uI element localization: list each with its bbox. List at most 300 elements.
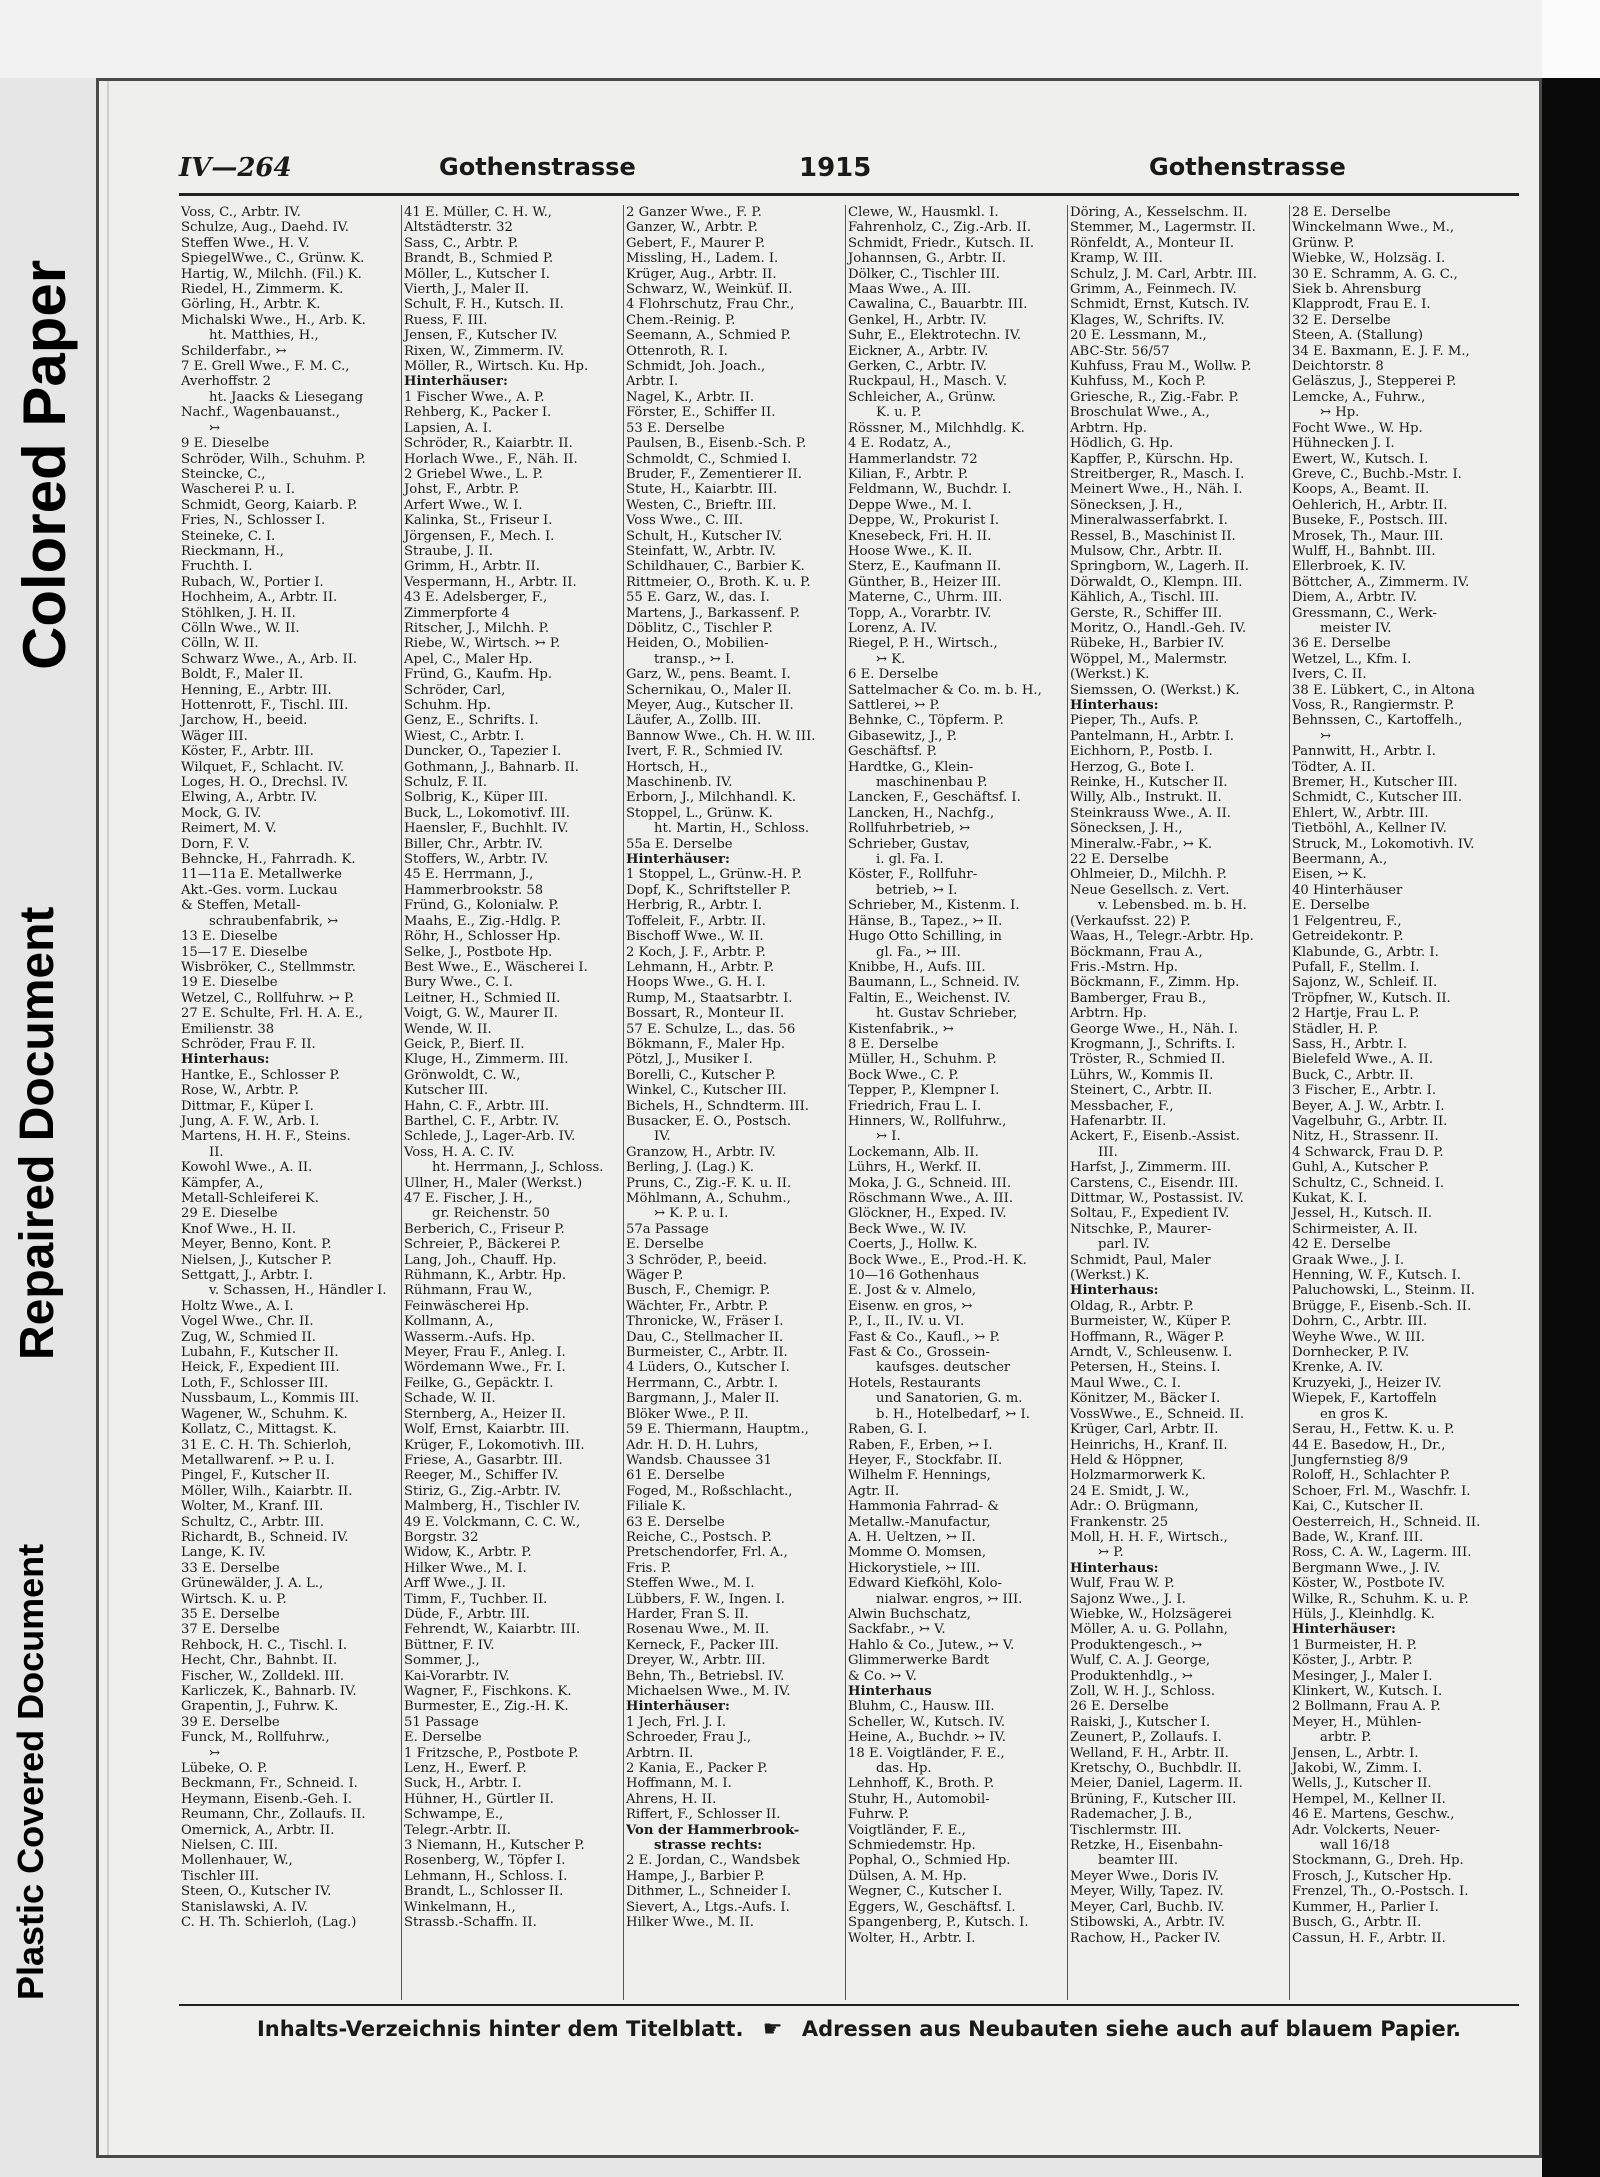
directory-entry: Schmidt, Paul, Maler <box>1070 1252 1211 1268</box>
directory-entry: Adr. Volckerts, Neuer- <box>1292 1822 1441 1838</box>
directory-entry: Lehnhoff, K., Broth. P. <box>848 1776 995 1792</box>
directory-entry: Selke, J., Postbote Hp. <box>404 944 553 960</box>
directory-entry: Schulze, Aug., Daehd. IV. <box>181 220 349 236</box>
directory-entry: Pannwitt, H., Arbtr. I. <box>1292 744 1436 760</box>
directory-entry: Carstens, C., Eisendr. III. <box>1070 1175 1239 1191</box>
directory-entry: Beermann, A., <box>1292 852 1388 868</box>
directory-entry: Hinners, W., Rollfuhrw., <box>848 1113 1007 1129</box>
directory-entry: Johannsen, G., Arbtr. II. <box>848 251 1007 267</box>
directory-entry: Schwarz Wwe., A., Arb. II. <box>181 651 358 667</box>
directory-entry: IV. <box>654 1129 671 1145</box>
directory-entry: Dittmar, W., Postassist. IV. <box>1070 1191 1244 1206</box>
directory-entry: Fuhrw. P. <box>848 1807 909 1823</box>
directory-entry: Schultz, C., Schneid. I. <box>1292 1175 1445 1191</box>
directory-entry: Riegel, P. H., Wirtsch., <box>848 636 998 652</box>
directory-entry: Rosenberg, W., Töpfer I. <box>404 1853 566 1869</box>
directory-entry: Rachow, H., Packer IV. <box>1070 1930 1221 1946</box>
directory-entry: Busch, F., Chemigr. P. <box>626 1283 771 1299</box>
directory-entry: Grünewälder, J. A. L., <box>181 1576 324 1592</box>
directory-entry: Mrosek, Th., Maur. III. <box>1292 528 1444 544</box>
directory-entry: 20 E. Lessmann, M., <box>1070 328 1207 344</box>
directory-entry: 29 E. Dieselbe <box>181 1206 278 1222</box>
directory-entry: Omernick, A., Arbtr. II. <box>181 1822 335 1838</box>
directory-entry: Raiski, J., Kutscher I. <box>1070 1714 1211 1730</box>
directory-entry: Läufer, A., Zollb. III. <box>626 713 762 729</box>
directory-entry: Krüger, F., Lokomotivh. III. <box>404 1437 585 1453</box>
directory-entry: Fehrendt, W., Kaiarbtr. III. <box>404 1622 581 1638</box>
directory-entry: 39 E. Derselbe <box>181 1714 280 1730</box>
directory-entry: ht. Matthies, H., <box>209 328 319 344</box>
directory-entry: Biller, Chr., Arbtr. IV. <box>404 836 543 852</box>
directory-entry: Hoffmann, M. I. <box>626 1776 732 1792</box>
directory-entry: Buseke, F., Postsch. III. <box>1292 513 1448 529</box>
directory-entry: P., I., II., IV. u. VI. <box>848 1314 965 1330</box>
directory-entry: Glöckner, H., Exped. IV. <box>848 1206 1007 1222</box>
directory-entry: Wördemann Wwe., Fr. I. <box>404 1360 566 1376</box>
directory-entry: Pantelmann, H., Arbtr. I. <box>1070 728 1234 744</box>
side-label-plastic-covered: Plastic Covered Document <box>10 1543 51 2000</box>
directory-entry: Jung, A. F. W., Arb. I. <box>181 1113 320 1129</box>
directory-entry: Wiebke, W., Holzsägerei <box>1070 1606 1232 1622</box>
directory-entry: Gerken, C., Arbtr. IV. <box>848 359 987 375</box>
directory-entry: Struck, M., Lokomotivh. IV. <box>1292 836 1475 852</box>
directory-entry: Schröder, Carl, <box>404 682 506 698</box>
directory-entry: Averhoffstr. 2 <box>181 374 272 390</box>
directory-entry: Metallwarenf. ↣ P. u. I. <box>181 1452 335 1468</box>
directory-entry: Steinfatt, W., Arbtr. IV. <box>626 543 776 559</box>
directory-entry: Welland, F. H., Arbtr. II. <box>1070 1745 1229 1761</box>
directory-entry: Adr. H. D. H. Luhrs, <box>626 1437 759 1453</box>
directory-entry: Holzmarmorwerk K. <box>1070 1468 1206 1484</box>
directory-entry: Raben, F., Erben, ↣ I. <box>848 1437 993 1453</box>
directory-entry: Buck, L., Lokomotivf. III. <box>404 805 570 821</box>
directory-entry: Röhr, H., Schlosser Hp. <box>404 929 561 945</box>
directory-entry: Tröster, R., Schmied II. <box>1070 1052 1226 1068</box>
directory-entry: 22 E. Derselbe <box>1070 852 1169 868</box>
directory-entry: 13 E. Dieselbe <box>181 929 278 945</box>
directory-entry: Rönfeldt, A., Monteur II. <box>1070 235 1235 251</box>
directory-entry: Nitschke, P., Maurer- <box>1070 1221 1212 1237</box>
directory-entry: Rixen, W., Zimmerm. IV. <box>404 343 565 359</box>
directory-entry: Heinrichs, H., Kranf. II. <box>1070 1437 1228 1453</box>
directory-entry: Lorenz, A. IV. <box>848 620 938 636</box>
directory-entry: Fründ, G., Kolonialw. P. <box>404 898 559 914</box>
directory-entry: Fahrenholz, C., Zig.-Arb. II. <box>848 220 1032 236</box>
directory-entry: Dithmer, L., Schneider I. <box>626 1884 792 1900</box>
directory-entry: Lübbers, F. W., Ingen. I. <box>626 1591 785 1607</box>
directory-entry: ↣ <box>1320 728 1332 744</box>
directory-entry: Hoose Wwe., K. II. <box>848 543 973 559</box>
directory-entry: Schade, W. II. <box>404 1391 496 1407</box>
directory-entry: Hantke, E., Schlosser P. <box>181 1067 340 1083</box>
directory-entry: Kukat, K. I. <box>1292 1191 1368 1206</box>
directory-entry: Tietböhl, A., Kellner IV. <box>1292 821 1447 837</box>
directory-entry: Busacker, E. O., Postsch. <box>626 1113 792 1129</box>
directory-entry: Emilienstr. 38 <box>181 1021 275 1037</box>
directory-entry: Guhl, A., Kutscher P. <box>1292 1160 1429 1176</box>
directory-entry: Ellerbroek, K. IV. <box>1292 559 1406 575</box>
directory-entry: parl. IV. <box>1098 1237 1150 1253</box>
directory-entry: gr. Reichenstr. 50 <box>432 1206 550 1222</box>
directory-entry: Böckmann, Frau A., <box>1070 944 1203 960</box>
directory-entry: Ewert, W., Kutsch. I. <box>1292 451 1429 467</box>
directory-entry: Dopf, K., Schriftsteller P. <box>626 882 791 898</box>
directory-entry: E. Derselbe <box>404 1730 482 1746</box>
directory-entry: Weyhe Wwe., W. III. <box>1292 1329 1425 1345</box>
directory-entry: SpiegelWwe., C., Grünw. K. <box>181 251 365 267</box>
directory-entry: Köster, F., Rollfuhr- <box>848 867 978 883</box>
directory-entry: 41 E. Müller, C. H. W., <box>404 205 552 220</box>
directory-entry: Eisenw. en gros, ↣ <box>848 1298 973 1314</box>
scanner-edge <box>1542 0 1600 2177</box>
directory-entry: Dreyer, W., Arbtr. III. <box>626 1653 766 1669</box>
directory-entry: Stuhr, H., Automobil- <box>848 1791 990 1807</box>
directory-entry: Hödlich, G. Hp. <box>1070 436 1174 452</box>
directory-entry: Momme O. Momsen, <box>848 1545 987 1561</box>
directory-entry: Schulz, F. II. <box>404 775 488 791</box>
directory-entry: Herzog, G., Bote I. <box>1070 759 1195 775</box>
directory-entry: Cölln Wwe., W. II. <box>181 620 300 636</box>
directory-entry: Pophal, O., Schmied Hp. <box>848 1853 1011 1869</box>
directory-entry: v. Schassen, H., Händler I. <box>209 1283 387 1299</box>
directory-entry: 44 E. Basedow, H., Dr., <box>1292 1437 1446 1453</box>
directory-entry: 47 E. Fischer, J. H., <box>404 1191 533 1206</box>
directory-entry: Böckmann, F., Zimm. Hp. <box>1070 975 1240 991</box>
directory-entry: Knesebeck, Fri. H. II. <box>848 528 992 544</box>
directory-entry: Hinterhäuser: <box>626 852 730 868</box>
directory-entry: Zimmerpforte 4 <box>404 605 510 621</box>
directory-entry: 63 E. Derselbe <box>626 1514 725 1530</box>
directory-entry: Grimm, H., Arbtr. II. <box>404 559 540 575</box>
directory-entry: Raben, G. I. <box>848 1422 928 1438</box>
directory-entry: Kai, C., Kutscher II. <box>1292 1499 1424 1515</box>
directory-entry: Straube, J. II. <box>404 543 493 559</box>
directory-entry: Jungfernstieg 8/9 <box>1292 1452 1409 1468</box>
directory-entry: Dörwaldt, O., Klempn. III. <box>1070 574 1243 590</box>
directory-entry: Lockemann, Alb. II. <box>848 1144 979 1160</box>
directory-entry: Behncke, H., Fahrradh. K. <box>181 852 356 868</box>
directory-entry: III. <box>1098 1144 1118 1160</box>
directory-entry: Bergmann Wwe., J. IV. <box>1292 1560 1441 1576</box>
directory-entry: ↣ P. <box>1098 1545 1124 1561</box>
directory-entry: Hartig, W., Milchh. (Fil.) K. <box>181 266 362 282</box>
directory-entry: Serau, H., Fettw. K. u. P. <box>1292 1422 1455 1438</box>
directory-entry: kaufsges. deutscher <box>876 1360 1011 1376</box>
directory-entry: Bremer, H., Kutscher III. <box>1292 775 1458 791</box>
directory-entry: Wetzel, L., Kfm. I. <box>1292 651 1412 667</box>
directory-entry: Brüning, F., Kutscher III. <box>1070 1791 1237 1807</box>
directory-entry: 53 E. Derselbe <box>626 420 725 436</box>
directory-entry: 51 Passage <box>404 1714 479 1730</box>
directory-entry: Hochheim, A., Arbtr. II. <box>181 590 338 606</box>
directory-entry: Kluge, H., Zimmerm. III. <box>404 1052 569 1068</box>
directory-entry: Suck, H., Arbtr. I. <box>404 1776 522 1792</box>
directory-entry: Görling, H., Arbtr. K. <box>181 297 321 313</box>
directory-entry: Jensen, F., Kutscher IV. <box>404 328 558 344</box>
directory-entry: Stoppel, L., Grünw. K. <box>626 805 773 821</box>
directory-entry: Arndt, V., Schleusenw. I. <box>1070 1345 1233 1361</box>
directory-entry: Bannow Wwe., Ch. H. W. III. <box>626 728 816 744</box>
directory-entry: Zeunert, P., Zollaufs. I. <box>1070 1730 1222 1746</box>
directory-entry: Cawalina, C., Bauarbtr. III. <box>848 297 1028 313</box>
directory-entry: Spangenberg, P., Kutsch. I. <box>848 1915 1029 1931</box>
directory-entry: Oldag, R., Arbtr. P. <box>1070 1298 1194 1314</box>
directory-entry: Düde, F., Arbtr. III. <box>404 1606 530 1622</box>
directory-entry: Reimert, M. V. <box>181 821 277 837</box>
column-4 <box>845 205 1060 2000</box>
directory-entry: Martens, H. H. F., Steins. <box>181 1129 351 1145</box>
directory-entry: Steffen Wwe., M. I. <box>626 1576 755 1592</box>
directory-entry: Scheller, W., Kutsch. IV. <box>848 1714 1006 1730</box>
directory-entry: Richardt, B., Schneid. IV. <box>181 1529 349 1545</box>
directory-entry: betrieb, ↣ I. <box>876 882 958 898</box>
directory-entry: Hampe, J., Barbier P. <box>626 1868 765 1884</box>
directory-entry: Kollmann, A., <box>404 1314 494 1330</box>
directory-entry: Meyer, Carl, Buchb. IV. <box>1070 1899 1225 1915</box>
directory-entry: Schröder, Frau F. II. <box>181 1036 316 1052</box>
directory-entry: Sattlerei, ↣ P. <box>848 698 940 713</box>
directory-entry: 1 Stoppel, L., Grünw.-H. P. <box>626 867 802 883</box>
directory-entry: Geschäftsf. P. <box>848 744 937 760</box>
directory-entry: C. H. Th. Schierloh, (Lag.) <box>181 1915 357 1931</box>
street-title-left: Gothenstrasse <box>439 153 636 181</box>
directory-entry: Lübeke, O. P. <box>181 1761 268 1777</box>
directory-entry: Berberich, C., Friseur P. <box>404 1221 565 1237</box>
directory-entry: Loth, F., Schlosser III. <box>181 1375 329 1391</box>
directory-entry: Ullner, H., Maler (Werkst.) <box>404 1175 583 1191</box>
directory-entry: Fast & Co., Grossein- <box>848 1345 990 1361</box>
directory-entry: 15—17 E. Dieselbe <box>181 944 308 960</box>
directory-entry: ht. Jaacks & Liesegang <box>209 389 364 405</box>
directory-entry: Rose, W., Arbtr. P. <box>181 1083 299 1099</box>
directory-entry: Nagel, K., Arbtr. II. <box>626 389 755 405</box>
directory-entry: Retzke, H., Eisenbahn- <box>1070 1838 1223 1854</box>
directory-entry: Lemcke, A., Fuhrw., <box>1292 389 1426 405</box>
directory-entry: Foged, M., Roßschlacht., <box>626 1483 793 1499</box>
directory-entry: Hinterhaus: <box>1070 1560 1159 1576</box>
directory-entry: Meyer, Benno, Kont. P. <box>181 1237 332 1253</box>
directory-entry: Vagelbuhr, G., Arbtr. II. <box>1292 1113 1448 1129</box>
directory-entry: Lapsien, A. I. <box>404 420 493 436</box>
directory-entry: Tröpfner, W., Kutsch. II. <box>1292 990 1451 1006</box>
directory-entry: Wilquet, F., Schlacht. IV. <box>181 759 345 775</box>
directory-entry: Suhr, E., Elektrotechn. IV. <box>848 328 1022 344</box>
directory-entry: Cölln, W. II. <box>181 636 259 652</box>
directory-entry: Nielsen, C. III. <box>181 1838 279 1854</box>
directory-entry: Ruckpaul, H., Masch. V. <box>848 374 1008 390</box>
directory-entry: Wagener, W., Schuhm. K. <box>181 1406 348 1422</box>
directory-entry: Funck, M., Rollfuhrw., <box>181 1730 330 1746</box>
directory-entry: Duncker, O., Tapezier I. <box>404 744 562 760</box>
directory-entry: Eggers, W., Geschäftsf. I. <box>848 1899 1016 1915</box>
directory-entry: Moka, J. G., Schneid. III. <box>848 1175 1012 1191</box>
directory-entry: Städler, H. P. <box>1292 1021 1379 1037</box>
directory-entry: Köster, J., Arbtr. P. <box>1292 1653 1413 1669</box>
directory-entry: Stute, H., Kaiarbtr. III. <box>626 482 778 498</box>
directory-entry: Vogel Wwe., Chr. II. <box>181 1314 314 1330</box>
directory-entry: ht. Martin, H., Schloss. <box>654 821 810 837</box>
directory-entry: Mock, G. IV. <box>181 805 262 821</box>
directory-entry: (Werkst.) K. <box>1070 1268 1150 1284</box>
directory-entry: 1 Burmeister, H. P. <box>1292 1637 1417 1653</box>
directory-entry: Rump, M., Staatsarbtr. I. <box>626 990 793 1006</box>
directory-entry: 4 E. Rodatz, A., <box>848 436 952 452</box>
directory-entry: Reumann, Chr., Zollaufs. II. <box>181 1807 366 1823</box>
directory-entry: Moritz, O., Handl.-Geh. IV. <box>1070 620 1247 636</box>
directory-entry: Westen, C., Brieftr. III. <box>626 497 777 513</box>
pointing-hand-icon: ☛ <box>762 2017 783 2042</box>
directory-entry: Hammerbrookstr. 58 <box>404 882 544 898</box>
directory-entry: Feldmann, W., Buchdr. I. <box>848 482 1012 498</box>
directory-entry: Geläszus, J., Stepperei P. <box>1292 374 1457 390</box>
directory-entry: Deppe Wwe., M. I. <box>848 497 972 513</box>
directory-entry: Gressmann, C., Werk- <box>1292 605 1437 621</box>
directory-entry: Dittmar, F., Küper I. <box>181 1098 314 1114</box>
directory-entry: 26 E. Derselbe <box>1070 1699 1169 1715</box>
directory-entry: 2 Bollmann, Frau A. P. <box>1292 1699 1441 1715</box>
directory-entry: Möller, Wilh., Kaiarbtr. II. <box>181 1483 353 1499</box>
directory-entry: 37 E. Derselbe <box>181 1622 280 1638</box>
directory-entry: Paulsen, B., Eisenb.-Sch. P. <box>626 436 807 452</box>
directory-entry: Brügge, F., Eisenb.-Sch. II. <box>1292 1298 1472 1314</box>
directory-entry: Petersen, H., Steins. I. <box>1070 1360 1221 1376</box>
directory-entry: E. Derselbe <box>1292 898 1370 914</box>
directory-entry: Sievert, A., Ltgs.-Aufs. I. <box>626 1899 790 1915</box>
directory-entry: Kilian, F., Arbtr. P. <box>848 466 969 482</box>
directory-entry: Schroeder, Frau J., <box>626 1730 752 1746</box>
directory-entry: 55a E. Derselbe <box>626 836 733 852</box>
directory-entry: A. H. Ueltzen, ↣ II. <box>848 1529 976 1545</box>
directory-entry: das. Hp. <box>876 1761 932 1777</box>
directory-entry: Jessel, H., Kutsch. II. <box>1292 1206 1433 1222</box>
directory-entry: 33 E. Derselbe <box>181 1560 280 1576</box>
directory-entry: Förster, E., Schiffer II. <box>626 405 776 421</box>
directory-entry: ↣ K. P. u. I. <box>654 1206 729 1222</box>
directory-entry: Hinterhaus: <box>1070 1283 1159 1299</box>
directory-entry: Reinke, H., Kutscher II. <box>1070 775 1228 791</box>
directory-entry: Müller, H., Schuhm. P. <box>848 1052 997 1068</box>
directory-entry: 2 Griebel Wwe., L. P. <box>404 466 543 482</box>
directory-entry: Rühmann, Frau W., <box>404 1283 533 1299</box>
directory-entry: ht. Gustav Schrieber, <box>876 1006 1018 1022</box>
directory-entry: 7 E. Grell Wwe., F. M. C., <box>181 359 350 375</box>
directory-entry: Meyer, H., Mühlen- <box>1292 1714 1422 1730</box>
directory-entry: Lehmann, H., Arbtr. P. <box>626 959 775 975</box>
directory-entry: Bock Wwe., E., Prod.-H. K. <box>848 1252 1027 1268</box>
directory-entry: Adr.: O. Brügmann, <box>1070 1499 1199 1515</box>
directory-entry: Kummer, H., Parlier I. <box>1292 1899 1439 1915</box>
directory-entry: Herrmann, C., Arbtr. I. <box>626 1375 779 1391</box>
directory-entry: Krogmann, J., Schrifts. I. <box>1070 1036 1236 1052</box>
directory-entry: 1 Fischer Wwe., A. P. <box>404 389 545 405</box>
directory-entry: Holtz Wwe., A. I. <box>181 1298 294 1314</box>
directory-entry: Lührs, W., Kommis II. <box>1070 1067 1214 1083</box>
directory-entry: Hugo Otto Schilling, in <box>848 929 1002 945</box>
directory-entry: Bökmann, F., Maler Hp. <box>626 1036 786 1052</box>
directory-entry: Produktenhdlg., ↣ <box>1070 1668 1193 1684</box>
directory-entry: 2 Ganzer Wwe., F. P. <box>626 205 762 220</box>
directory-entry: Toffeleit, F., Arbtr. II. <box>626 913 766 929</box>
directory-entry: Behn, Th., Betriebsl. IV. <box>626 1668 785 1684</box>
directory-entry: Pieper, Th., Aufs. P. <box>1070 713 1199 729</box>
directory-entry: 61 E. Derselbe <box>626 1468 725 1484</box>
directory-entry: Wascherei P. u. I. <box>181 482 296 498</box>
directory-entry: Rosenau Wwe., M. II. <box>626 1622 770 1638</box>
directory-entry: Deppe, W., Prokurist I. <box>848 513 1000 529</box>
directory-entry: Kapffer, P., Kürschn. Hp. <box>1070 451 1234 467</box>
directory-entry: Voss, R., Rangiermstr. P. <box>1292 698 1455 713</box>
directory-entry: Zug, W., Schmied II. <box>181 1329 316 1345</box>
directory-entry: 35 E. Derselbe <box>181 1606 280 1622</box>
directory-entry: Baumann, L., Schneid. IV. <box>848 975 1020 991</box>
directory-entry: Hoffmann, R., Wäger P. <box>1070 1329 1225 1345</box>
directory-entry: Boldt, F., Maler II. <box>181 667 304 683</box>
directory-entry: Wulff, H., Bahnbt. III. <box>1292 543 1436 559</box>
page-footer <box>219 2017 1499 2042</box>
directory-entry: Kuhfuss, Frau M., Wollw. P. <box>1070 359 1252 375</box>
directory-entry: Cassun, H. F., Arbtr. II. <box>1292 1930 1446 1946</box>
column-1 <box>179 205 393 2000</box>
footer-rule <box>179 2004 1519 2006</box>
directory-entry: Meyer, Frau F., Anleg. I. <box>404 1345 566 1361</box>
directory-entry: Agtr. II. <box>848 1483 900 1499</box>
directory-entry: Harfst, J., Zimmerm. III. <box>1070 1160 1232 1176</box>
directory-entry: Riedel, H., Zimmerm. K. <box>181 282 344 298</box>
directory-entry: 40 Hinterhäuser <box>1292 882 1403 898</box>
directory-entry: Burmester, E., Zig.-H. K. <box>404 1699 569 1715</box>
directory-entry: Meyer Wwe., Doris IV. <box>1070 1868 1219 1884</box>
directory-entry: Topp, A., Vorarbtr. IV. <box>848 605 992 621</box>
directory-entry: und Sanatorien, G. m. <box>876 1391 1023 1407</box>
directory-entry: Haensler, F., Buchhlt. IV. <box>404 821 569 837</box>
directory-entry: Fris. P. <box>626 1560 672 1576</box>
directory-entry: 45 E. Herrmann, J., <box>404 867 534 883</box>
directory-entry: Behnssen, C., Kartoffelh., <box>1292 713 1463 729</box>
directory-entry: 42 E. Derselbe <box>1292 1237 1391 1253</box>
directory-entry: Heyer, F., Stockfabr. II. <box>848 1452 1003 1468</box>
directory-entry: Bamberger, Frau B., <box>1070 990 1207 1006</box>
directory-entry: nialwar. engros, ↣ III. <box>876 1591 1023 1607</box>
directory-columns <box>179 205 1519 2000</box>
directory-entry: Schult, F. H., Kutsch. II. <box>404 297 564 313</box>
directory-entry: Frenzel, Th., O.-Postsch. I. <box>1292 1884 1469 1900</box>
directory-entry: Stanislawski, A. IV. <box>181 1899 308 1915</box>
directory-entry: Hortsch, H., <box>626 759 708 775</box>
directory-entry: Sönecksen, J. H., <box>1070 497 1183 513</box>
directory-entry: Rössner, M., Milchhdlg. K. <box>848 420 1025 436</box>
directory-entry: Hühnecken J. I. <box>1292 436 1395 452</box>
directory-entry: Döblitz, C., Tischler P. <box>626 620 773 636</box>
directory-entry: Bock Wwe., C. P. <box>848 1067 959 1083</box>
directory-entry: Stöhlken, J. H. II. <box>181 605 296 621</box>
directory-entry: 1 Felgentreu, F., <box>1292 913 1402 929</box>
directory-entry: Krüger, Aug., Arbtr. II. <box>626 266 777 282</box>
directory-entry: Lange, K. IV. <box>181 1545 266 1561</box>
directory-entry: i. gl. Fa. I. <box>876 852 944 868</box>
directory-entry: Granzow, H., Arbtr. IV. <box>626 1144 776 1160</box>
directory-entry: Hinterhaus <box>848 1684 932 1699</box>
directory-entry: Rehbock, H. C., Tischl. I. <box>181 1637 348 1653</box>
directory-entry: Schmidt, Joh. Joach., <box>626 359 766 375</box>
directory-entry: Ottenroth, R. I. <box>626 343 728 359</box>
directory-entry: Pretschendorfer, Frl. A., <box>626 1545 788 1561</box>
directory-entry: Voss, H. A. C. IV. <box>404 1144 515 1160</box>
directory-entry: Röschmann Wwe., A. III. <box>848 1191 1014 1206</box>
directory-entry: Hecht, Chr., Bahnbt. II. <box>181 1653 338 1669</box>
directory-entry: Tischlermstr. III. <box>1070 1822 1182 1838</box>
side-label-repaired-document: Repaired Document <box>11 906 64 1360</box>
directory-entry: 2 Hartje, Frau L. P. <box>1292 1006 1420 1022</box>
